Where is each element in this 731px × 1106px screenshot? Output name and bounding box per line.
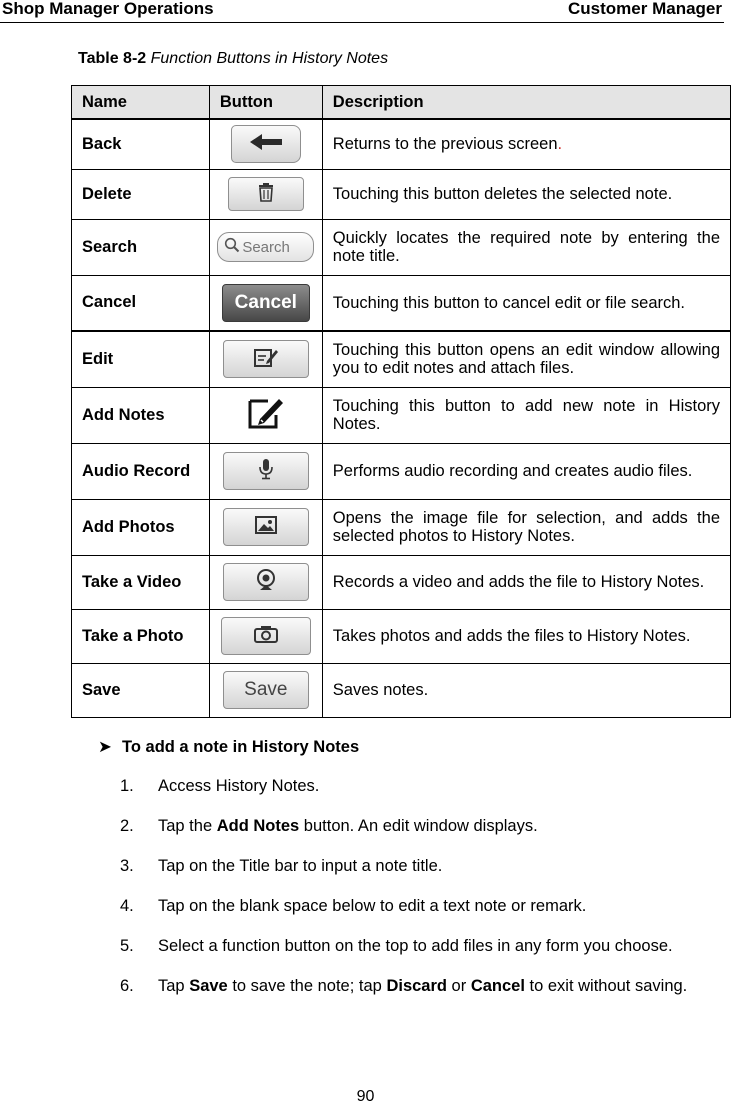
take-video-button[interactable] bbox=[223, 563, 309, 601]
table-row bbox=[72, 387, 731, 443]
row-name: Add Photos bbox=[72, 499, 210, 555]
caption-number: Table 8-2 bbox=[78, 50, 147, 67]
row-name: Cancel bbox=[72, 275, 210, 331]
table-row bbox=[72, 169, 731, 219]
edit-icon bbox=[253, 346, 279, 373]
row-description: Records a video and adds the file to History Notes. bbox=[322, 555, 730, 609]
steps-list bbox=[120, 775, 724, 1015]
audio-record-button[interactable] bbox=[223, 452, 309, 490]
microphone-icon bbox=[257, 457, 275, 486]
pencil-note-icon bbox=[246, 417, 286, 435]
edit-button[interactable] bbox=[223, 340, 309, 378]
step-number: 6. bbox=[120, 977, 134, 995]
row-description: Returns to the previous screen. bbox=[322, 119, 730, 169]
list-item: 5. Select a function button on the top to add files in any form you choose. bbox=[120, 935, 724, 958]
search-icon bbox=[224, 237, 240, 258]
row-name: Delete bbox=[72, 169, 210, 219]
search-button[interactable] bbox=[217, 232, 314, 262]
table-row bbox=[72, 443, 731, 499]
cancel-button[interactable] bbox=[222, 284, 310, 322]
header-right: Customer Manager bbox=[568, 0, 722, 18]
list-item: 2. Tap the Add Notes button. An edit window displays. bbox=[120, 815, 724, 838]
row-name: Search bbox=[72, 219, 210, 275]
table-row bbox=[72, 499, 731, 555]
row-name: Audio Record bbox=[72, 443, 210, 499]
row-description: Takes photos and adds the files to History Notes. bbox=[322, 609, 730, 663]
arrow-bullet-icon: ➤ bbox=[98, 738, 112, 756]
row-name: Back bbox=[72, 119, 210, 169]
col-button: Button bbox=[209, 86, 322, 120]
row-name: Edit bbox=[72, 331, 210, 387]
table-row bbox=[72, 219, 731, 275]
col-name: Name bbox=[72, 86, 210, 120]
take-photo-button[interactable] bbox=[221, 617, 311, 655]
row-description: Touching this button to add new note in History Notes. bbox=[322, 387, 730, 443]
table-row bbox=[72, 663, 731, 717]
header-left: Shop Manager Operations bbox=[2, 0, 214, 18]
table-row bbox=[72, 275, 731, 331]
row-description: Quickly locates the required note by entering the note title. bbox=[322, 219, 730, 275]
section-title: To add a note in History Notes bbox=[122, 738, 360, 756]
delete-button[interactable] bbox=[228, 177, 304, 211]
add-notes-button[interactable] bbox=[246, 395, 286, 436]
save-button-label: Save bbox=[244, 679, 288, 700]
list-item: 1. Access History Notes. bbox=[120, 775, 724, 798]
table-row bbox=[72, 119, 731, 169]
list-item: 3. Tap on the Title bar to input a note title. bbox=[120, 855, 724, 878]
row-description: Opens the image file for selection, and adds the selected photos to History Notes. bbox=[322, 499, 730, 555]
step-number: 4. bbox=[120, 897, 134, 915]
save-button[interactable] bbox=[223, 671, 309, 709]
page-number: 90 bbox=[356, 1088, 375, 1105]
col-description: Description bbox=[322, 86, 730, 120]
back-button[interactable] bbox=[231, 125, 301, 163]
table-caption bbox=[78, 50, 388, 68]
step-number: 5. bbox=[120, 937, 134, 955]
step-number: 3. bbox=[120, 857, 134, 875]
row-description: Touching this button opens an edit window allowing you to edit notes and attach files. bbox=[322, 331, 730, 387]
row-description: Touching this button to cancel edit or file search. bbox=[322, 275, 730, 331]
section-heading bbox=[98, 737, 359, 757]
row-description: Touching this button deletes the selected note. bbox=[322, 169, 730, 219]
table-header-row bbox=[72, 86, 731, 120]
list-item: 4. Tap on the blank space below to edit a text note or remark. bbox=[120, 895, 724, 918]
trash-icon bbox=[257, 182, 275, 207]
back-arrow-icon bbox=[248, 132, 284, 157]
row-description: Saves notes. bbox=[322, 663, 730, 717]
caption-title: Function Buttons in History Notes bbox=[150, 50, 389, 67]
webcam-icon bbox=[255, 568, 277, 597]
page-header bbox=[0, 0, 724, 23]
table-row bbox=[72, 331, 731, 387]
row-name: Take a Video bbox=[72, 555, 210, 609]
row-description: Performs audio recording and creates audio files. bbox=[322, 443, 730, 499]
function-buttons-table bbox=[71, 85, 731, 718]
row-name: Save bbox=[72, 663, 210, 717]
camera-icon bbox=[253, 624, 279, 649]
table-row bbox=[72, 555, 731, 609]
picture-icon bbox=[254, 515, 278, 540]
step-number: 2. bbox=[120, 817, 134, 835]
search-button-label: Search bbox=[242, 238, 290, 256]
table-row bbox=[72, 609, 731, 663]
step-number: 1. bbox=[120, 777, 134, 795]
cancel-button-label: Cancel bbox=[234, 291, 297, 313]
list-item: 6. Tap Save to save the note; tap Discard or Cancel to exit without saving. bbox=[120, 975, 724, 998]
row-name: Take a Photo bbox=[72, 609, 210, 663]
add-photos-button[interactable] bbox=[223, 508, 309, 546]
row-name: Add Notes bbox=[72, 387, 210, 443]
